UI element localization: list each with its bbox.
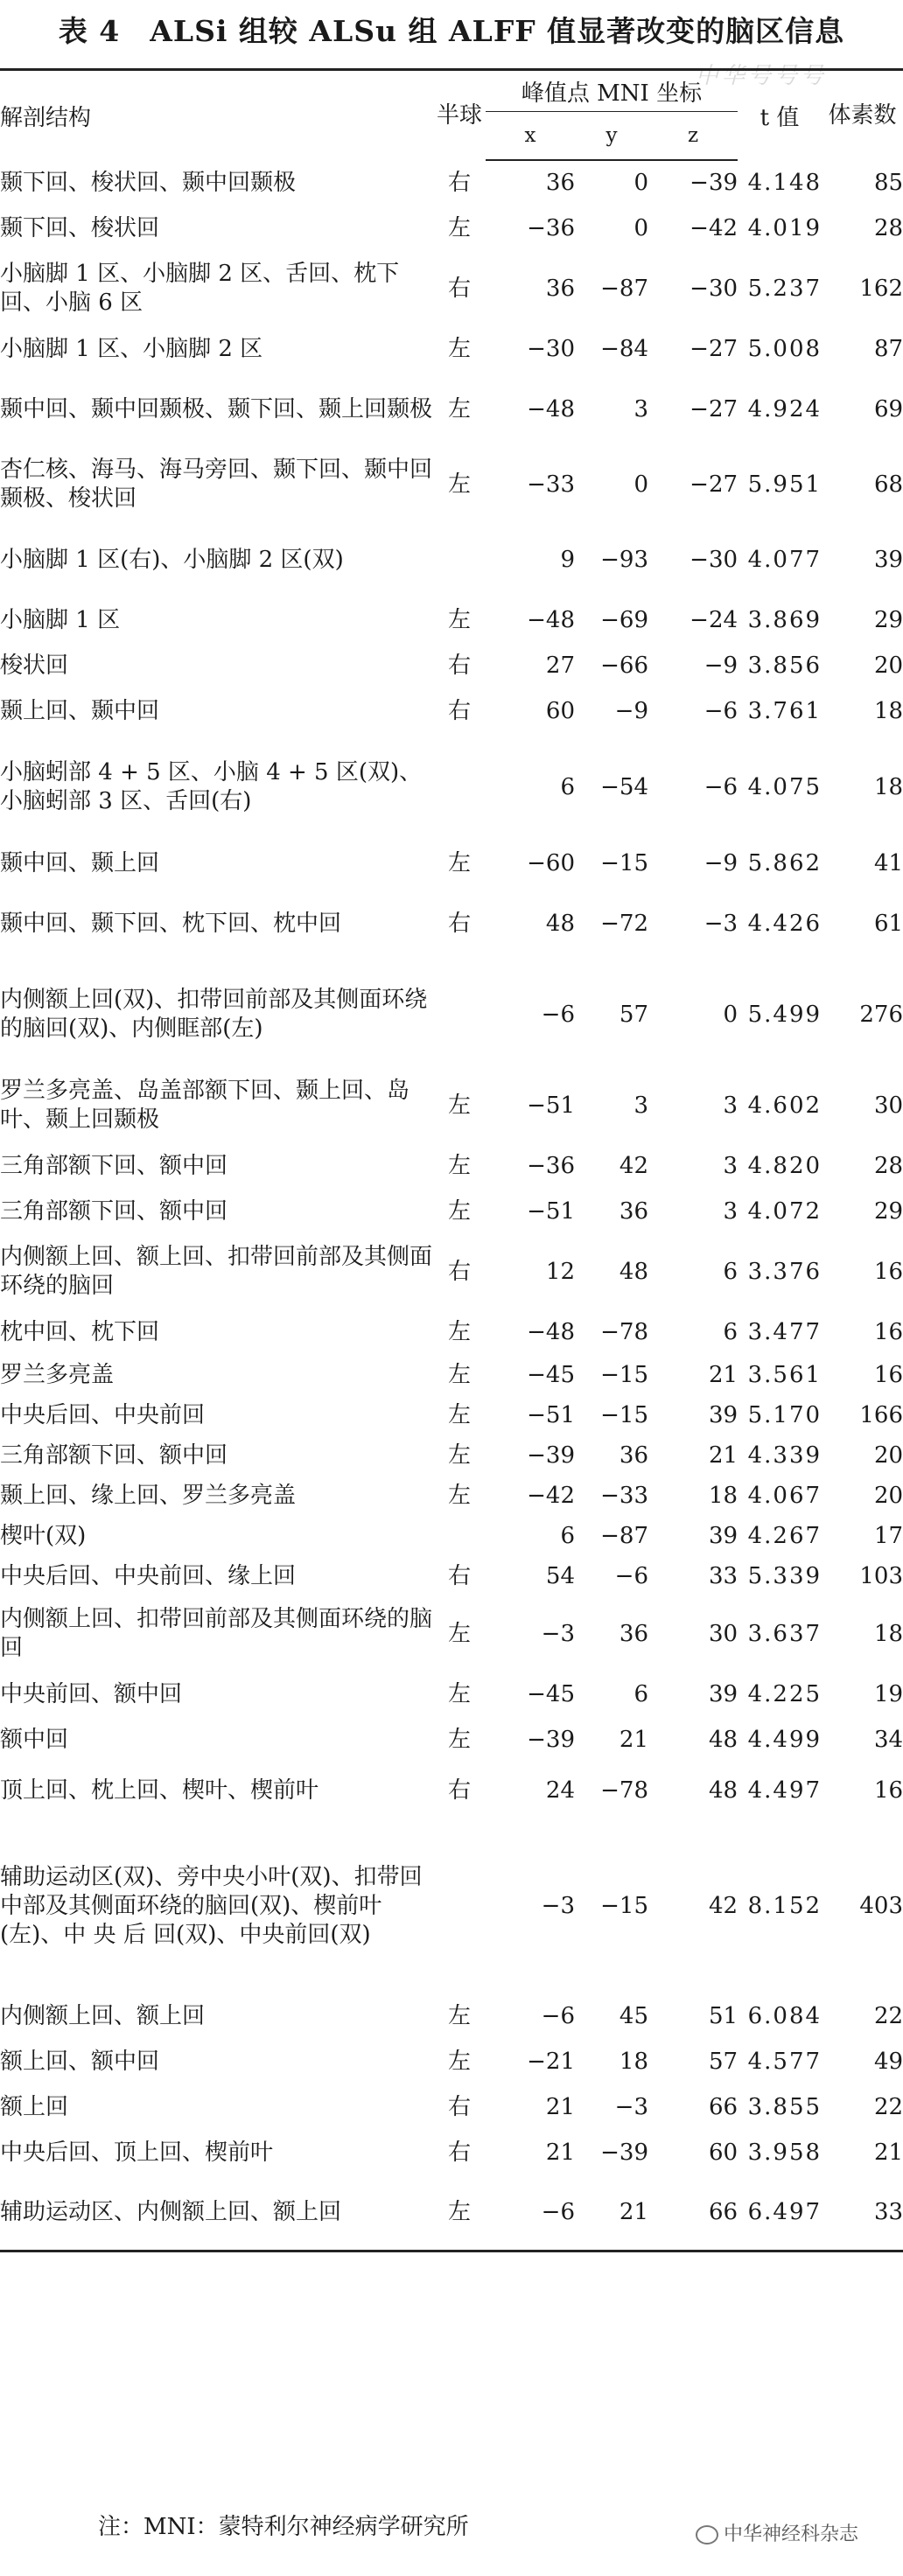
y-cell: 21 — [619, 1726, 648, 1753]
x-cell: −36 — [527, 214, 575, 241]
y-cell: −72 — [600, 910, 648, 937]
table-row — [0, 2130, 903, 2175]
y-cell: −78 — [600, 1318, 648, 1345]
region-cell: 杏仁核、海马、海马旁回、颞下回、颞中回颞极、梭状回 — [0, 457, 433, 512]
voxel-count-cell: 16 — [873, 1777, 903, 1804]
hemisphere-cell: 右 — [447, 910, 471, 937]
hemisphere-cell: 左 — [447, 1152, 471, 1179]
y-cell: −87 — [600, 1522, 648, 1549]
table-row — [0, 1068, 903, 1143]
hemisphere-cell: 左 — [447, 1361, 471, 1388]
region-cell: 顶上回、枕上回、楔叶、楔前叶 — [0, 1777, 319, 1804]
region-cell: 枕中回、枕下回 — [0, 1318, 160, 1345]
x-cell: −30 — [527, 335, 575, 362]
y-cell: 3 — [634, 395, 648, 422]
t-value-cell: 4.148 — [747, 169, 822, 196]
t-value-cell: 5.237 — [747, 275, 822, 302]
t-value-cell: 4.077 — [747, 546, 822, 573]
hemisphere-cell: 右 — [447, 1777, 471, 1804]
voxel-count-cell: 166 — [859, 1401, 903, 1428]
z-cell: −6 — [704, 773, 738, 800]
region-cell: 小脑脚 1 区、小脑脚 2 区、舌回、枕下回、小脑 6 区 — [0, 261, 400, 316]
t-value-cell: 4.075 — [747, 773, 822, 800]
table-row — [0, 1395, 903, 1435]
hemisphere-cell: 右 — [447, 2139, 471, 2166]
region-cell: 三角部额下回、额中回 — [0, 1442, 228, 1469]
region-cell: 三角部额下回、额中回 — [0, 1197, 228, 1225]
hemisphere-cell: 左 — [447, 471, 471, 498]
y-cell: −15 — [600, 849, 648, 876]
table-row — [0, 372, 903, 447]
y-cell: −78 — [600, 1777, 648, 1804]
z-cell: 39 — [708, 1522, 738, 1549]
z-cell: 21 — [708, 1442, 738, 1469]
hemisphere-cell: 右 — [447, 652, 471, 679]
t-value-cell: 8.152 — [747, 1892, 822, 1919]
header-y: y — [575, 112, 648, 161]
voxel-count-cell: 30 — [873, 1092, 903, 1119]
region-cell: 小脑脚 1 区(右)、小脑脚 2 区(双) — [0, 546, 344, 573]
z-cell: −9 — [704, 652, 738, 679]
hemisphere-cell: 左 — [447, 1092, 471, 1119]
region-cell: 颞上回、颞中回 — [0, 697, 160, 724]
hemisphere-cell: 左 — [447, 606, 471, 633]
table-row — [0, 2175, 903, 2251]
x-cell: 60 — [545, 697, 575, 724]
voxel-count-cell: 22 — [873, 2093, 903, 2120]
hemisphere-cell: 左 — [447, 2002, 471, 2029]
z-cell: −27 — [690, 471, 738, 498]
hemisphere-cell — [433, 522, 486, 597]
region-cell: 辅助运动区、内侧额上回、额上回 — [0, 2175, 433, 2251]
x-cell: −39 — [527, 1442, 575, 1469]
region-cell: 三角部额下回、额中回 — [0, 1152, 228, 1179]
x-cell: 6 — [560, 773, 575, 800]
z-cell: −6 — [704, 697, 738, 724]
t-value-cell: 5.008 — [747, 335, 822, 362]
t-value-cell: 5.499 — [747, 1001, 822, 1028]
t-value-cell: 5.862 — [747, 849, 822, 876]
table-row — [0, 1435, 903, 1476]
table-row — [0, 1672, 903, 1717]
x-cell: −51 — [527, 1401, 575, 1428]
t-value-cell: 5.951 — [747, 471, 822, 498]
table-row — [0, 1234, 903, 1309]
voxel-count-cell: 18 — [873, 1620, 903, 1647]
z-cell: 66 — [648, 2175, 738, 2251]
region-cell: 内侧额上回、扣带回前部及其侧面环绕的脑回 — [0, 1606, 433, 1661]
z-cell: 6 — [723, 1258, 738, 1285]
region-cell: 中央后回、中央前回、缘上回 — [0, 1562, 297, 1589]
x-cell: 27 — [545, 652, 575, 679]
z-cell: −24 — [690, 606, 738, 633]
x-cell: −45 — [527, 1680, 575, 1707]
header-hemisphere: 半球 — [433, 70, 486, 161]
table-row — [0, 326, 903, 372]
x-cell: −6 — [541, 1001, 575, 1028]
y-cell: 18 — [619, 2048, 648, 2075]
hemisphere-cell: 左 — [447, 1318, 471, 1345]
x-cell: −6 — [486, 2175, 575, 2251]
header-t-value: t 值 — [738, 70, 822, 161]
t-value-cell: 3.637 — [747, 1620, 822, 1647]
hemisphere-cell: 右 — [447, 1258, 471, 1285]
table-note: 注：MNI：蒙特利尔神经病学研究所 — [98, 2514, 469, 2540]
z-cell: 30 — [708, 1620, 738, 1647]
y-cell: −84 — [600, 335, 648, 362]
y-cell: 42 — [619, 1152, 648, 1179]
x-cell: −6 — [541, 2002, 575, 2029]
voxel-count-cell: 21 — [873, 2139, 903, 2166]
journal-watermark — [696, 2519, 858, 2546]
region-cell: 颞中回、颞上回 — [0, 849, 160, 876]
region-cell: 中央前回、额中回 — [0, 1680, 183, 1707]
region-cell: 颞下回、梭状回 — [0, 214, 160, 241]
x-cell: 36 — [545, 275, 575, 302]
region-cell: 内侧额上回、额上回 — [0, 2002, 206, 2029]
header-mni-coordinates: 峰值点 MNI 坐标 — [486, 70, 738, 112]
y-cell: −33 — [600, 1482, 648, 1509]
y-cell: 6 — [634, 1680, 648, 1707]
hemisphere-cell: 左 — [433, 2175, 486, 2251]
voxel-count-cell: 29 — [873, 606, 903, 633]
voxel-count-cell: 41 — [873, 849, 903, 876]
x-cell: 12 — [545, 1258, 575, 1285]
region-cell: 楔叶(双) — [0, 1522, 87, 1549]
y-cell: −87 — [600, 275, 648, 302]
table-row — [0, 886, 903, 961]
z-cell: 33 — [708, 1562, 738, 1589]
table-row — [0, 522, 903, 597]
x-cell: 21 — [545, 2139, 575, 2166]
voxel-count-cell: 103 — [859, 1562, 903, 1589]
hemisphere-cell: 左 — [447, 1401, 471, 1428]
region-cell: 颞中回、颞中回颞极、颞下回、颞上回颞极 — [0, 395, 433, 422]
region-cell: 小脑脚 1 区、小脑脚 2 区 — [0, 335, 263, 362]
voxel-count-cell: 49 — [873, 2048, 903, 2075]
z-cell: −42 — [690, 214, 738, 241]
t-value-cell: 5.339 — [747, 1562, 822, 1589]
hemisphere-cell: 右 — [447, 1562, 471, 1589]
t-value-cell: 3.856 — [747, 652, 822, 679]
t-value-cell: 4.602 — [747, 1092, 822, 1119]
voxel-count-cell: 20 — [873, 1442, 903, 1469]
hemisphere-cell: 右 — [447, 169, 471, 196]
table-body — [0, 160, 903, 2251]
hemisphere-cell: 右 — [447, 275, 471, 302]
x-cell: 48 — [545, 910, 575, 937]
table-row — [0, 961, 903, 1068]
y-cell: 45 — [619, 2002, 648, 2029]
table-row — [0, 1476, 903, 1516]
z-cell: 21 — [708, 1361, 738, 1388]
brain-region-table — [0, 68, 903, 2252]
y-cell: 3 — [634, 1092, 648, 1119]
x-cell: 24 — [545, 1777, 575, 1804]
region-cell: 额上回 — [0, 2093, 69, 2120]
voxel-count-cell: 61 — [873, 910, 903, 937]
z-cell: 3 — [723, 1197, 738, 1225]
voxel-count-cell: 16 — [873, 1258, 903, 1285]
voxel-count-cell: 18 — [873, 697, 903, 724]
voxel-count-cell: 18 — [873, 773, 903, 800]
hemisphere-cell: 左 — [447, 849, 471, 876]
y-cell: 0 — [634, 170, 648, 196]
y-cell: −69 — [600, 606, 648, 633]
y-cell: −15 — [600, 1401, 648, 1428]
table-row — [0, 1596, 903, 1672]
t-value-cell: 4.339 — [747, 1442, 822, 1469]
z-cell: 0 — [723, 1001, 738, 1028]
table-row — [0, 597, 903, 643]
region-cell: 中央后回、中央前回 — [0, 1401, 206, 1428]
table-row — [0, 1189, 903, 1234]
region-cell: 颞上回、缘上回、罗兰多亮盖 — [0, 1482, 297, 1509]
z-cell: 48 — [708, 1726, 738, 1753]
t-value-cell: 3.477 — [747, 1318, 822, 1345]
z-cell: −9 — [704, 849, 738, 876]
table-row — [0, 1309, 903, 1355]
x-cell: 9 — [560, 546, 575, 573]
t-value-cell: 4.577 — [747, 2048, 822, 2075]
hemisphere-cell: 右 — [447, 697, 471, 724]
z-cell: 3 — [723, 1152, 738, 1179]
table-title: 表 4 ALSi 组较 ALSu 组 ALFF 值显著改变的脑区信息 — [58, 14, 845, 48]
y-cell: −54 — [600, 773, 648, 800]
hemisphere-cell: 右 — [447, 2093, 471, 2120]
t-value-cell: 4.072 — [747, 1197, 822, 1225]
z-cell: −3 — [704, 910, 738, 937]
z-cell: 57 — [708, 2048, 738, 2075]
z-cell: −39 — [690, 170, 738, 196]
table-row — [0, 841, 903, 886]
x-cell: −51 — [527, 1197, 575, 1225]
y-cell: −3 — [614, 2093, 648, 2120]
voxel-count-cell: 16 — [873, 1361, 903, 1388]
t-value-cell: 6.497 — [738, 2175, 822, 2251]
t-value-cell: 3.561 — [747, 1361, 822, 1388]
z-cell: 66 — [708, 2093, 738, 2120]
table-row — [0, 1763, 903, 1819]
z-cell: 6 — [723, 1318, 738, 1345]
hemisphere-cell: 左 — [447, 214, 471, 241]
t-value-cell: 3.855 — [747, 2093, 822, 2120]
x-cell: −3 — [541, 1620, 575, 1647]
region-cell: 颞中回、颞下回、枕下回、枕中回 — [0, 910, 342, 937]
voxel-count-cell: 29 — [873, 1197, 903, 1225]
journal-name: 中华神经科杂志 — [724, 2524, 859, 2545]
y-cell: 36 — [619, 1442, 648, 1469]
y-cell: 0 — [634, 214, 648, 241]
hemisphere-cell: 左 — [447, 335, 471, 362]
t-value-cell: 3.376 — [747, 1258, 822, 1285]
z-cell: 39 — [708, 1401, 738, 1428]
z-cell: 42 — [708, 1892, 738, 1919]
voxel-count-cell: 33 — [822, 2175, 903, 2251]
x-cell: 36 — [545, 170, 575, 196]
t-value-cell: 4.499 — [747, 1726, 822, 1753]
watermark-logo: 中华号号号 — [696, 63, 828, 89]
y-cell: 21 — [575, 2175, 648, 2251]
z-cell: 51 — [708, 2002, 738, 2029]
region-cell: 罗兰多亮盖 — [0, 1361, 115, 1388]
voxel-count-cell: 17 — [873, 1522, 903, 1549]
x-cell: 54 — [545, 1562, 575, 1589]
table-row — [0, 1556, 903, 1596]
table-row — [0, 206, 903, 251]
x-cell: −48 — [527, 1318, 575, 1345]
table-row — [0, 1355, 903, 1395]
voxel-count-cell: 28 — [873, 1152, 903, 1179]
voxel-count-cell: 39 — [873, 546, 903, 573]
table-row — [0, 1143, 903, 1189]
hemisphere-cell: 左 — [447, 2048, 471, 2075]
hemisphere-cell — [433, 1819, 486, 1993]
voxel-count-cell: 34 — [873, 1726, 903, 1753]
voxel-count-cell: 69 — [873, 395, 903, 422]
table-row — [0, 688, 903, 734]
x-cell: −36 — [527, 1152, 575, 1179]
table-row — [0, 251, 903, 326]
t-value-cell: 4.820 — [747, 1152, 822, 1179]
hemisphere-cell: 左 — [447, 395, 471, 422]
t-value-cell: 4.267 — [747, 1522, 822, 1549]
region-cell: 罗兰多亮盖、岛盖部额下回、颞上回、岛叶、颞上回颞极 — [0, 1078, 410, 1133]
table-row — [0, 734, 903, 841]
header-region: 解剖结构 — [0, 70, 433, 161]
t-value-cell: 4.019 — [747, 214, 822, 241]
t-value-cell: 5.170 — [747, 1401, 822, 1428]
hemisphere-cell: 左 — [447, 1726, 471, 1753]
t-value-cell: 4.497 — [747, 1777, 822, 1804]
x-cell: −3 — [541, 1892, 575, 1919]
z-cell: 48 — [708, 1777, 738, 1804]
hemisphere-cell: 左 — [447, 1680, 471, 1707]
voxel-count-cell: 162 — [859, 275, 903, 302]
header-z: z — [648, 112, 738, 161]
t-value-cell: 4.924 — [747, 395, 822, 422]
table-row — [0, 1819, 903, 1993]
y-cell: 0 — [634, 471, 648, 498]
z-cell: −30 — [690, 275, 738, 302]
hemisphere-cell: 左 — [447, 1482, 471, 1509]
z-cell: 60 — [708, 2139, 738, 2166]
t-value-cell: 4.067 — [747, 1482, 822, 1509]
hemisphere-cell: 左 — [447, 1197, 471, 1225]
x-cell: 21 — [545, 2093, 575, 2120]
t-value-cell: 3.958 — [747, 2139, 822, 2166]
voxel-count-cell: 22 — [873, 2002, 903, 2029]
wechat-icon — [696, 2525, 718, 2545]
table-row — [0, 160, 903, 206]
y-cell: −9 — [614, 697, 648, 724]
y-cell: 36 — [619, 1197, 648, 1225]
t-value-cell: 6.084 — [747, 2002, 822, 2029]
y-cell: −15 — [600, 1892, 648, 1919]
region-cell: 颞下回、梭状回、颞中回颞极 — [0, 169, 297, 196]
table-row — [0, 2039, 903, 2084]
voxel-count-cell: 85 — [873, 169, 903, 196]
region-cell: 辅助运动区(双)、旁中央小叶(双)、扣带回中部及其侧面环绕的脑回(双)、楔前叶 (左)、中 央 后 回(双)、中央前回(双) — [0, 1863, 423, 1948]
t-value-cell: 3.869 — [747, 606, 822, 633]
hemisphere-cell — [433, 961, 486, 1068]
region-cell: 额中回 — [0, 1726, 69, 1753]
voxel-count-cell: 403 — [859, 1892, 903, 1919]
y-cell: 48 — [619, 1258, 648, 1285]
x-cell: −33 — [527, 471, 575, 498]
hemisphere-cell — [433, 1516, 486, 1556]
hemisphere-cell: 左 — [447, 1620, 471, 1647]
region-cell: 梭状回 — [0, 652, 69, 679]
region-cell: 内侧额上回、额上回、扣带回前部及其侧面环绕的脑回 — [0, 1244, 433, 1299]
header-x: x — [486, 112, 575, 161]
voxel-count-cell: 19 — [873, 1680, 903, 1707]
region-cell: 中央后回、顶上回、楔前叶 — [0, 2139, 274, 2166]
table-row — [0, 1717, 903, 1763]
z-cell: 18 — [708, 1482, 738, 1509]
t-value-cell: 4.225 — [747, 1680, 822, 1707]
x-cell: −48 — [527, 395, 575, 422]
z-cell: −27 — [690, 335, 738, 362]
hemisphere-cell: 左 — [447, 1442, 471, 1469]
y-cell: −39 — [600, 2139, 648, 2166]
x-cell: −21 — [527, 2048, 575, 2075]
hemisphere-cell — [433, 734, 486, 841]
header-voxels: 体素数 — [822, 70, 903, 161]
y-cell: −6 — [614, 1562, 648, 1589]
voxel-count-cell: 20 — [873, 652, 903, 679]
table-row — [0, 643, 903, 688]
voxel-count-cell: 68 — [873, 471, 903, 498]
y-cell: −15 — [600, 1361, 648, 1388]
voxel-count-cell: 28 — [873, 214, 903, 241]
voxel-count-cell: 20 — [873, 1482, 903, 1509]
region-cell: 小脑脚 1 区 — [0, 606, 121, 633]
table-row — [0, 1993, 903, 2039]
x-cell: −48 — [527, 606, 575, 633]
region-cell: 额上回、额中回 — [0, 2048, 160, 2075]
table-row — [0, 1516, 903, 1556]
y-cell: 57 — [619, 1001, 648, 1028]
voxel-count-cell: 16 — [873, 1318, 903, 1345]
y-cell: −93 — [600, 546, 648, 573]
y-cell: −66 — [600, 652, 648, 679]
region-cell: 小脑蚓部 4 + 5 区、小脑 4 + 5 区(双)、小脑蚓部 3 区、舌回(右) — [0, 759, 423, 814]
table-row — [0, 2084, 903, 2130]
z-cell: 3 — [723, 1092, 738, 1119]
x-cell: −39 — [527, 1726, 575, 1753]
x-cell: −45 — [527, 1361, 575, 1388]
x-cell: 6 — [560, 1522, 575, 1549]
x-cell: −60 — [527, 849, 575, 876]
x-cell: −42 — [527, 1482, 575, 1509]
t-value-cell: 4.426 — [747, 910, 822, 937]
x-cell: −51 — [527, 1092, 575, 1119]
region-cell: 内侧额上回(双)、扣带回前部及其侧面环绕的脑回(双)、内侧眶部(左) — [0, 987, 428, 1042]
z-cell: −27 — [690, 395, 738, 422]
y-cell: 36 — [619, 1620, 648, 1647]
table-row — [0, 447, 903, 522]
t-value-cell: 3.761 — [747, 697, 822, 724]
z-cell: 39 — [708, 1680, 738, 1707]
voxel-count-cell: 87 — [873, 335, 903, 362]
voxel-count-cell: 276 — [859, 1001, 903, 1028]
z-cell: −30 — [690, 546, 738, 573]
